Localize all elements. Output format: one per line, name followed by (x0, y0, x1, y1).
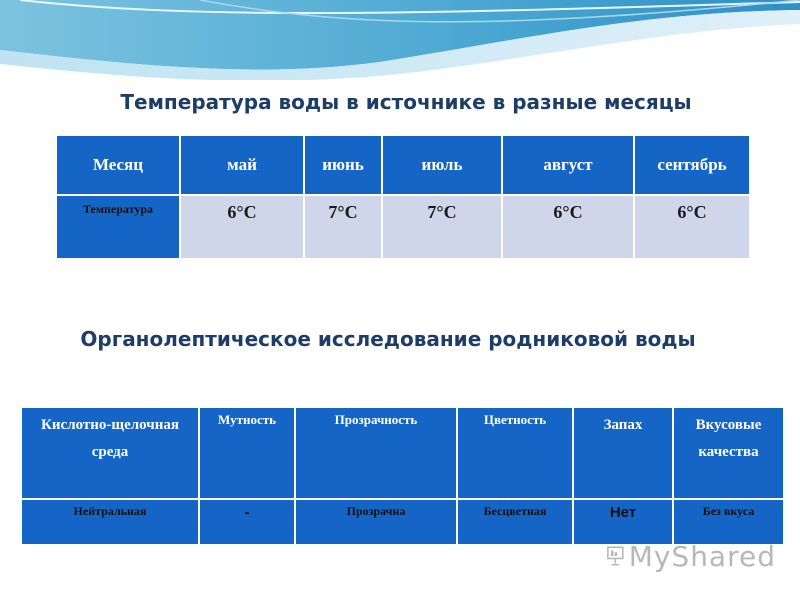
cell-temp-may: 6°С (180, 195, 304, 259)
cell-smell-value: Нет (573, 499, 673, 545)
cell-temp-july: 7°С (382, 195, 502, 259)
table-row (56, 195, 750, 259)
cell-acidity-value: Нейтральная (21, 499, 199, 545)
header-cell-transparency: Прозрачность (295, 407, 457, 499)
header-cell-august: август (502, 135, 634, 195)
cell-turbidity-value: - (199, 499, 295, 545)
header-cell-acidity: Кислотно-щелочная среда (21, 407, 199, 499)
cell-temp-june: 7°С (304, 195, 382, 259)
cell-color-value: Бесцветная (457, 499, 573, 545)
presentation-board-icon (606, 540, 625, 572)
table-header-row (56, 135, 750, 195)
cell-temp-august: 6°С (502, 195, 634, 259)
watermark-text: MyShared (628, 539, 776, 573)
decorative-wave-header (0, 0, 800, 80)
header-cell-smell: Запах (573, 407, 673, 499)
header-cell-taste: Вкусовые качества (673, 407, 784, 499)
header-cell-june: июнь (304, 135, 382, 195)
header-cell-july: июль (382, 135, 502, 195)
header-cell-month: Месяц (56, 135, 180, 195)
temperature-title: Температура воды в источнике в разные месяцы (120, 90, 692, 114)
cell-taste-value: Без вкуса (673, 499, 784, 545)
organoleptic-title: Органолептическое исследование родниковой воды (80, 327, 696, 351)
row-label-temperature: Температура (56, 195, 180, 259)
watermark-logo (606, 538, 776, 574)
table-header-row (21, 407, 784, 499)
organoleptic-table (20, 406, 785, 546)
header-cell-september: сентябрь (634, 135, 750, 195)
temperature-table (55, 134, 751, 260)
header-cell-turbidity: Мутность (199, 407, 295, 499)
header-cell-color: Цветность (457, 407, 573, 499)
header-cell-may: май (180, 135, 304, 195)
cell-transparency-value: Прозрачна (295, 499, 457, 545)
cell-temp-september: 6°С (634, 195, 750, 259)
